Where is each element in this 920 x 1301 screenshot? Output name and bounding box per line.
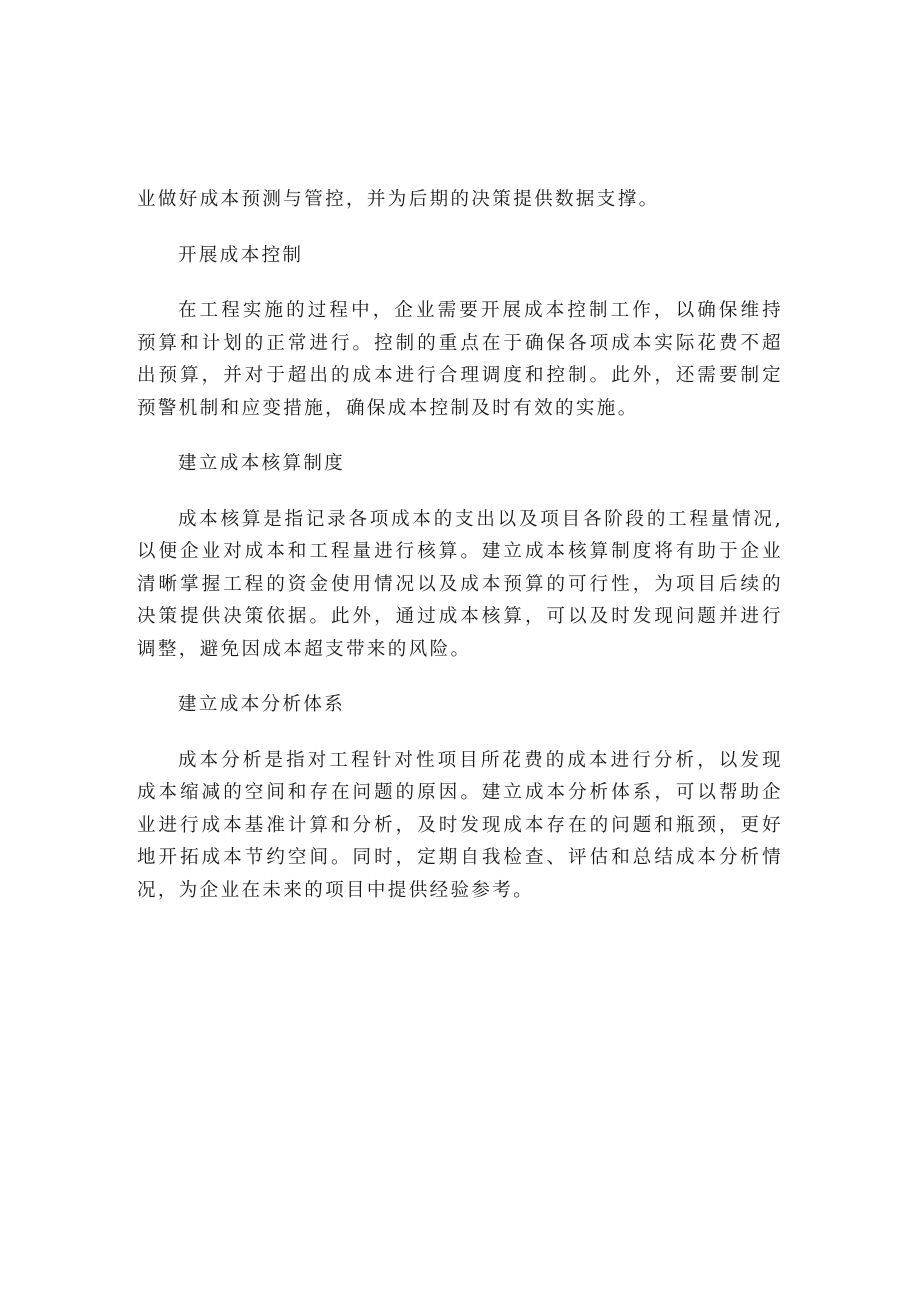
- continuation-paragraph: 业做好成本预测与管控，并为后期的决策提供数据支撑。: [137, 189, 660, 210]
- section-heading-cost-analysis: 建立成本分析体系: [178, 694, 346, 715]
- section-body-cost-control: 在工程实施的过程中，企业需要开展成本控制工作，以确保维持预算和计划的正常进行。控制的重点在于确保各项成本实际花费不超出预算，并对于超出的成本进行合理调度和控制。此外，还需要制定预警机制和应变措施，确保成本控制及时有效的实施。: [137, 300, 783, 419]
- section-heading-cost-control: 开展成本控制: [178, 244, 304, 266]
- section-body-cost-analysis: 成本分析是指对工程针对性项目所花费的成本进行分析，以发现成本缩减的空间和存在问题的原因。建立成本分析体系，可以帮助企业进行成本基准计算和分析，及时发现成本存在的问题和瓶颈，更好地开拓成本节约空间。同时，定期自我检查、评估和总结成本分析情况，为企业在未来的项目中提供经验参考。: [137, 749, 783, 901]
- section-body-cost-accounting: 成本核算是指记录各项成本的支出以及项目各阶段的工程量情况,以便企业对成本和工程量进行核算。建立成本核算制度将有助于企业清晰掌握工程的资金使用情况以及成本预算的可行性，为项目后续的决策提供决策依据。此外，通过成本核算，可以及时发现问题并进行调整，避免因成本超支带来的风险。: [137, 508, 783, 660]
- section-heading-cost-accounting: 建立成本核算制度: [178, 453, 346, 474]
- document-page: [137, 184, 783, 907]
